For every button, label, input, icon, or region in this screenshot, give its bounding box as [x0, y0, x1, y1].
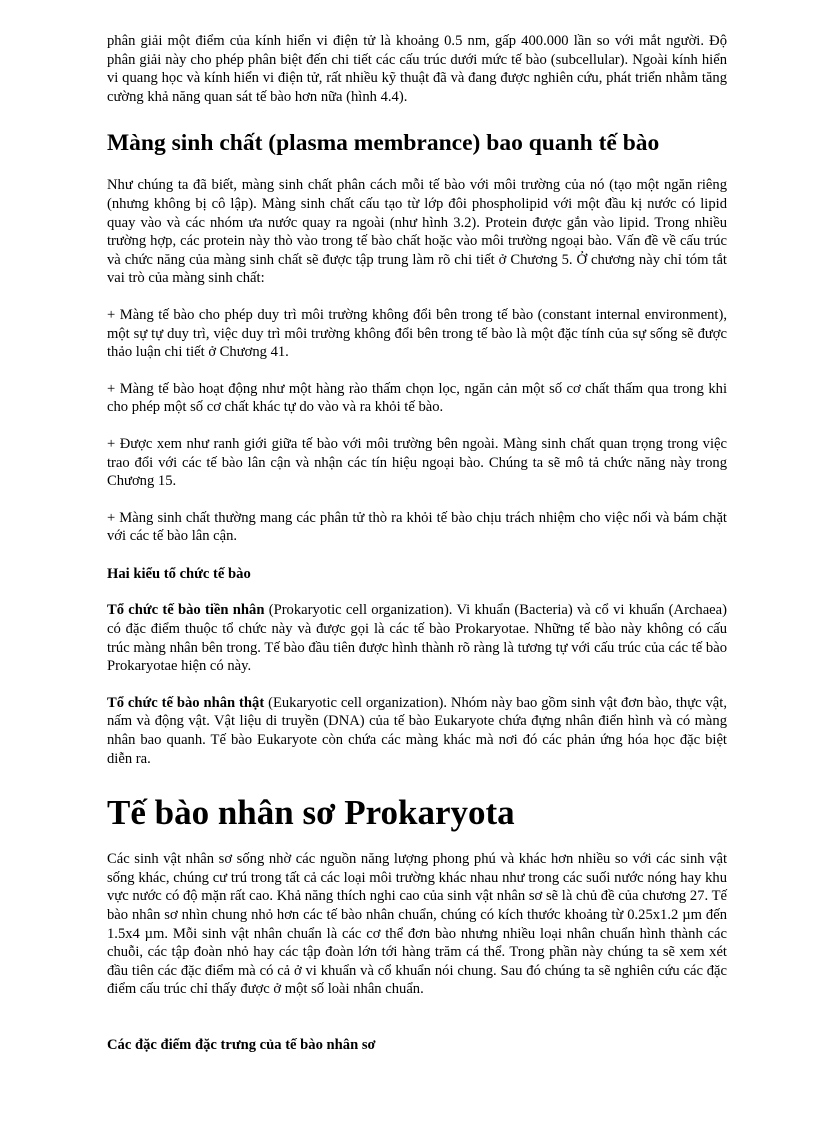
eukaryotic-term: Tổ chức tế bào nhân thật [107, 694, 265, 711]
prokaryotic-text: (Prokaryotic cell organization). Vi khuẩn (Bacteria) và cổ vi khuẩn (Archaea) có đặc điểm thuộc tổ chức này và được gọi là các tế bào Prokaryotae. Những tế bào này không có cấu trúc màng nhân bên trong. Tế bào đầu tiên được hình thành rõ ràng là tương tự với cấu trúc của các tế bào Prokaryotae hiện có này. [107, 602, 727, 675]
subheading-two-cell-types: Hai kiểu tổ chức tế bào [107, 565, 251, 582]
prokaryota-paragraph: Các sinh vật nhân sơ sống nhờ các nguồn năng lượng phong phú và khác hơn nhiều so với các sinh vật sống khác, chúng cư trú trong tất cả các loại môi trường khác nhau như trong các suối nước nóng hay khu vực nước có độ mặn rất cao. Khả năng thích nghi cao của sinh vật nhân sơ sẽ là chủ đề của chương 27. Tế bào nhân sơ nhìn chung nhỏ hơn các tế bào nhân chuẩn, chúng có kích thước khoảng từ 0.25x1.2 µm đến 1.5x4 µm. Mỗi sinh vật nhân chuẩn là các cơ thể đơn bào nhưng nhiều loại nhân chuẩn hình thành các chuỗi, các tập đoàn nhỏ hay các tập đoàn lớn tới hàng trăm cá thể. Trong phần này chúng ta sẽ xem xét đầu tiên các đặc điểm mà có cả ở vi khuẩn và cổ khuẩn nói chung. Sau đó chúng ta sẽ nghiên cứu các đặc điểm cấu trúc chỉ thấy được ở một số loài nhân chuẩn. [107, 851, 727, 998]
document-page [107, 32, 727, 1055]
prokaryotic-paragraph [107, 601, 727, 675]
eukaryotic-paragraph [107, 694, 727, 768]
membrane-paragraph: Như chúng ta đã biết, màng sinh chất phân cách mỗi tế bào với môi trường của nó (tạo một ngăn riêng (nhưng không bị cô lập). Màng sinh chất cấu tạo từ lớp đôi phospholipid với một đầu kị nước có lipid quay vào và các nhóm ưa nước quay ra ngoài (như hình 3.2). Protein được gắn vào lipid. Trong nhiều trường hợp, các protein này thò vào trong tế bào chất hoặc vào môi trường ngoại bào. Vấn đề về cấu trúc và chức năng của màng sinh chất sẽ được tập trung làm rõ chi tiết ở Chương 5. Ở chương này chỉ tóm tắt vai trò của màng sinh chất: [107, 177, 727, 287]
section-heading-prokaryota: Tế bào nhân sơ Prokaryota [107, 793, 515, 833]
intro-paragraph: phân giải một điểm của kính hiển vi điện tử là khoảng 0.5 nm, gấp 400.000 lần so với mắt người. Độ phân giải này cho phép phân biệt đến chi tiết các cấu trúc dưới mức tế bào (subcellular). Ngoài kính hiển vi quang học và kính hiển vi điện tử, rất nhiều kỹ thuật đã và đang được nghiên cứu, phát triển nhằm tăng cường khả năng quan sát tế bào hơn nữa (hình 4.4). [107, 33, 727, 105]
membrane-bullet-3: + Được xem như ranh giới giữa tế bào với môi trường bên ngoài. Màng sinh chất quan trọng trong việc trao đổi với các tế bào lân cận và nhận các tín hiệu ngoại bào. Chúng ta sẽ mô tả chức năng này trong Chương 15. [107, 435, 727, 490]
section-heading-plasma-membrane: Màng sinh chất (plasma membrance) bao quanh tế bào [107, 130, 660, 157]
prokaryotic-term: Tổ chức tế bào tiền nhân [107, 602, 265, 619]
eukaryotic-text: (Eukaryotic cell organization). Nhóm này bao gồm sinh vật đơn bào, thực vật, nấm và động vật. Vật liệu di truyền (DNA) của tế bào Eukaryote chứa đựng nhân điển hình và có màng nhân bao quanh. Tế bào Eukaryote còn chứa các màng khác mà nơi đó các phản ứng hóa học đặc biệt diễn ra. [107, 694, 727, 767]
membrane-bullet-2: + Màng tế bào hoạt động như một hàng rào thấm chọn lọc, ngăn cản một số cơ chất thấm qua trong khi cho phép một số cơ chất khác tự do vào và ra khỏi tế bào. [107, 380, 727, 416]
membrane-bullet-1: + Màng tế bào cho phép duy trì môi trường không đổi bên trong tế bào (constant internal environment), một sự tự duy trì, việc duy trì môi trường không đổi bên trong tế bào là một đặc tính của sự sống sẽ được thảo luận chi tiết ở Chương 41. [107, 306, 727, 361]
subheading-prokaryote-characteristics: Các đặc điểm đặc trưng của tế bào nhân sơ [107, 1036, 376, 1053]
membrane-bullet-4: + Màng sinh chất thường mang các phân tử thò ra khỏi tế bào chịu trách nhiệm cho việc nối và bám chặt với các tế bào lân cận. [107, 509, 727, 545]
